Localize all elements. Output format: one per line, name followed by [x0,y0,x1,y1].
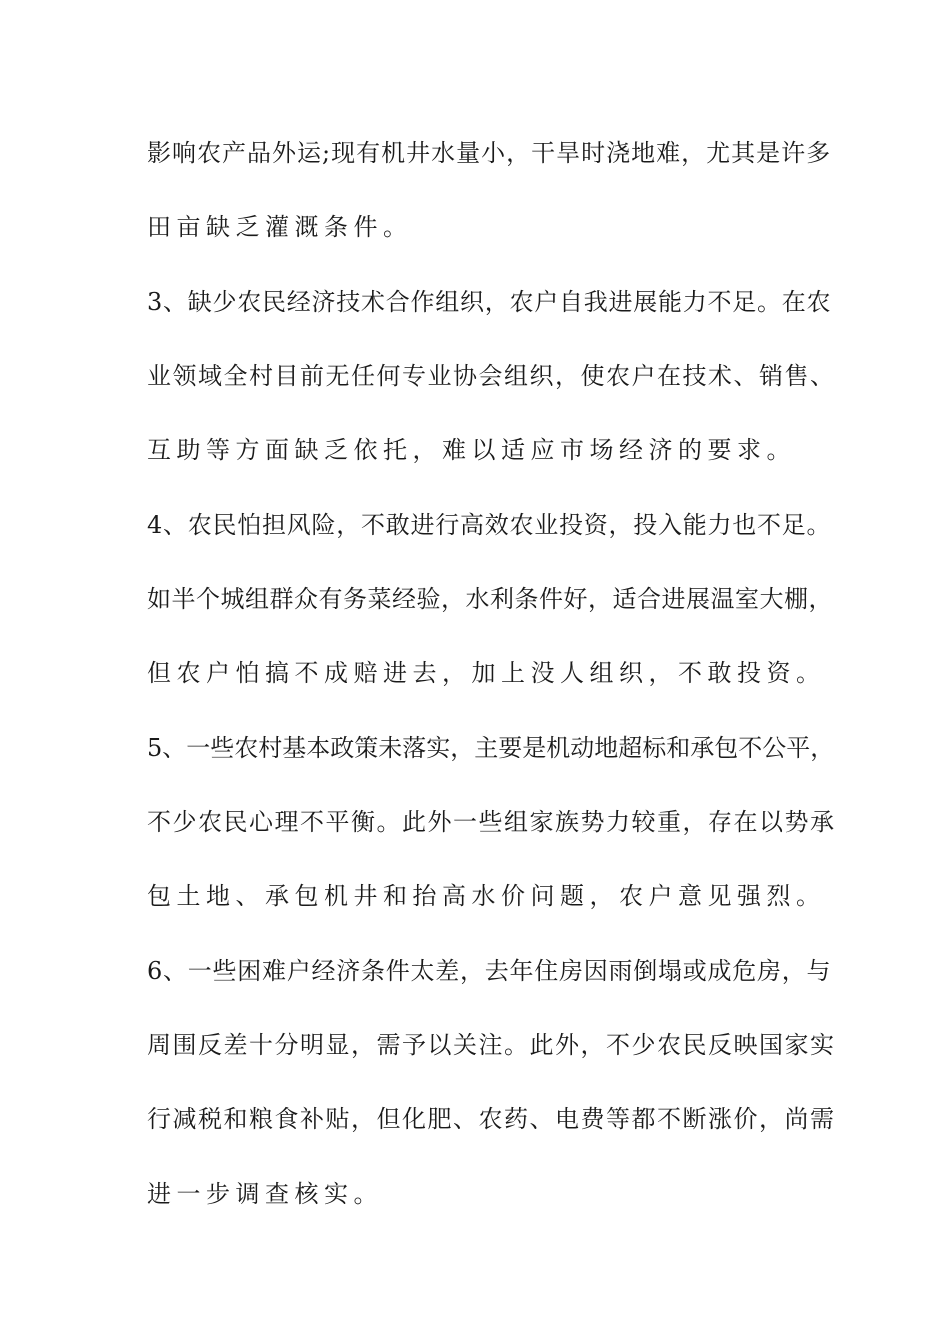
text-line: 包土地、承包机井和抬高水价问题，农户意见强烈。 [147,882,826,910]
text-line: 4、农民怕担风险，不敢进行高效农业投资，投入能力也不足。 [147,511,832,539]
text-line: 如半个城组群众有务菜经验，水利条件好，适合进展温室大棚， [147,585,833,613]
text-line: 周围反差十分明显，需予以关注。此外，不少农民反映国家实 [147,1031,836,1059]
text-line: 进一步调查核实。 [147,1180,383,1208]
text-line: 但农户怕搞不成赔进去，加上没人组织，不敢投资。 [147,659,826,687]
text-line: 互助等方面缺乏依托，难以适应市场经济的要求。 [147,436,796,464]
text-line: 6、一些困难户经济条件太差，去年住房因雨倒塌或成危房，与 [147,957,832,985]
text-line: 田亩缺乏灌溉条件。 [147,213,413,241]
text-line: 业领域全村目前无任何专业协会组织，使农户在技术、销售、 [147,362,836,390]
text-line: 行减税和粮食补贴，但化肥、农药、电费等都不断涨价，尚需 [147,1105,836,1133]
text-line: 不少农民心理不平衡。此外一些组家族势力较重，存在以势承 [147,808,836,836]
text-line: 5、一些农村基本政策未落实，主要是机动地超标和承包不公平， [147,734,835,762]
text-line: 影响农产品外运;现有机井水量小，干旱时浇地难，尤其是许多 [147,139,832,167]
text-line: 3、缺少农民经济技术合作组织，农户自我进展能力不足。在农 [147,288,832,316]
